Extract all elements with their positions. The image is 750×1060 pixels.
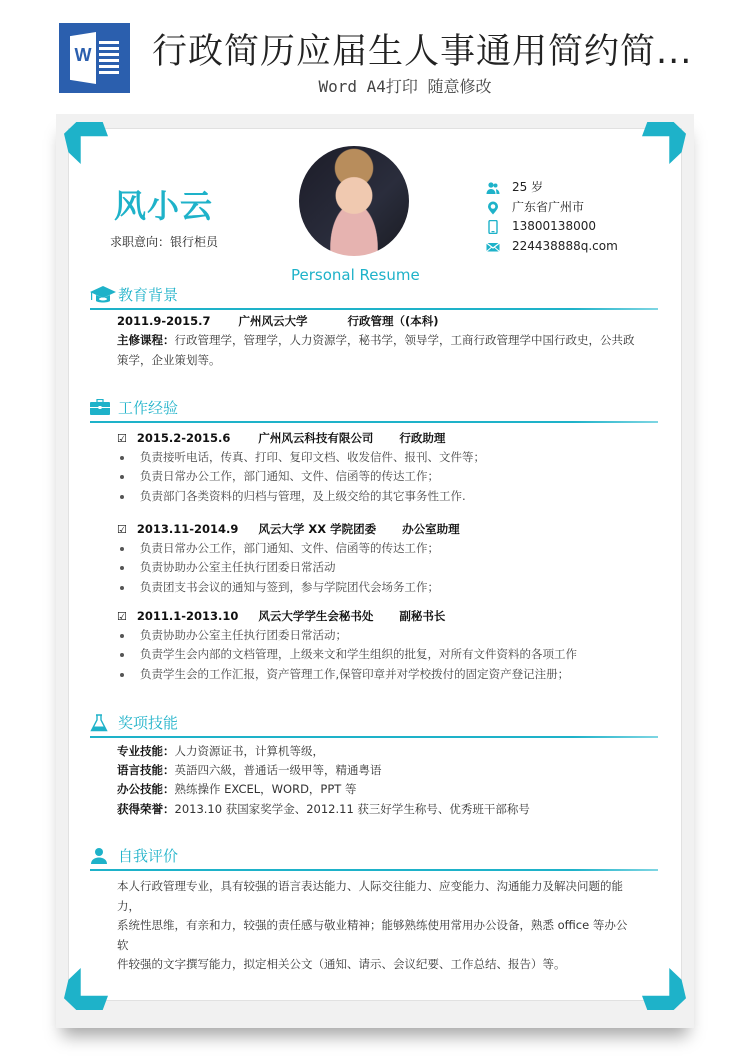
section-divider bbox=[90, 736, 658, 738]
section-self-evaluation: 自我评价 bbox=[90, 845, 658, 867]
checkbox-icon: ☑ bbox=[117, 610, 127, 623]
section-work: 工作经验 bbox=[90, 397, 658, 419]
document-subtitle: Word A4打印 随意修改 bbox=[318, 77, 492, 96]
skill-item: 办公技能：熟练操作 EXCEL，WORD，PPT 等 bbox=[117, 782, 357, 796]
job-duty: 负责学生会的工作汇报，资产管理工作,保管印章并对学校拨付的固定资产登记注册； bbox=[120, 666, 569, 682]
bullet-icon bbox=[120, 475, 124, 479]
skill-item: 专业技能：人力资源证书，计算机等级， bbox=[117, 744, 324, 758]
briefcase-icon bbox=[90, 399, 112, 417]
job-entry-1-header: ☑ 2015.2-2015.6 广州风云科技有限公司 行政助理 bbox=[117, 431, 446, 445]
candidate-name: 风小云 bbox=[114, 187, 214, 225]
skill-item: 语言技能：英語四六級，普通话一级甲等，精通粤语 bbox=[117, 763, 382, 777]
phone-icon bbox=[486, 220, 500, 234]
contact-location: 广东省广州市 bbox=[486, 198, 584, 216]
users-icon bbox=[486, 181, 500, 195]
checkbox-icon: ☑ bbox=[117, 523, 127, 536]
location-pin-icon bbox=[486, 201, 500, 215]
job-duty: 负责日常办公工作，部门通知、文件、信函等的传达工作； bbox=[120, 540, 439, 556]
job-duty: 负责协助办公室主任执行团委日常活动 bbox=[120, 559, 336, 575]
job-intent: 求职意向：银行柜员 bbox=[110, 235, 219, 249]
education-courses-cont: 策学，企业策划等。 bbox=[117, 353, 221, 367]
section-divider bbox=[90, 869, 658, 871]
checkbox-icon: ☑ bbox=[117, 432, 127, 445]
person-icon bbox=[90, 847, 112, 865]
job-duty: 负责团支书会议的通知与签到，参与学院团代会场务工作； bbox=[120, 579, 439, 595]
job-entry-3-header: ☑ 2011.1-2013.10 风云大学学生会秘书处 副秘书长 bbox=[117, 609, 446, 623]
bullet-icon bbox=[120, 673, 124, 677]
bullet-icon bbox=[120, 495, 124, 499]
job-duty: 负责接听电话，传真、打印、复印文档、收发信件、报刊、文件等； bbox=[120, 449, 485, 465]
bullet-icon bbox=[120, 456, 124, 460]
section-divider bbox=[90, 308, 658, 310]
flask-icon bbox=[90, 714, 112, 732]
bullet-icon bbox=[120, 634, 124, 638]
envelope-icon bbox=[486, 240, 500, 254]
graduation-cap-icon bbox=[90, 286, 112, 304]
contact-email: 224438888q.com bbox=[486, 237, 618, 255]
self-evaluation-text: 本人行政管理专业，具有较强的语言表达能力、人际交往能力、应变能力、沟通能力及解决问题的能力， 系统性思维，有亲和力，较强的责任感与敬业精神；能够熟练使用常用办公设备，熟悉 office 等办公软 件较强的文字撰写能力，拟定相关公文（通知、请示、会议纪要、工作总结、报告）等。 bbox=[117, 879, 628, 971]
education-entry: 2011.9-2015.7 广州风云大学 行政管理（(本科) bbox=[117, 314, 439, 328]
section-education: 教育背景 bbox=[90, 284, 658, 306]
bullet-icon bbox=[120, 586, 124, 590]
word-icon: W bbox=[59, 23, 130, 93]
skill-item: 获得荣誉：2013.10 获国家奖学金、2012.11 获三好学生称号、优秀班干部称号 bbox=[117, 802, 530, 816]
job-duty: 负责学生会内部的文档管理，上级来文和学生组织的批复，对所有文件资料的各项工作 bbox=[120, 646, 577, 662]
job-duty: 负责部门各类资料的归档与管理，及上级交给的其它事务性工作. bbox=[120, 488, 466, 504]
bullet-icon bbox=[120, 566, 124, 570]
education-courses: 主修课程：行政管理学，管理学，人力资源学，秘书学，领导学，工商行政管理学中国行政史，公共政 bbox=[117, 333, 635, 347]
personal-resume-label: Personal Resume bbox=[291, 266, 420, 284]
avatar-photo bbox=[299, 146, 409, 256]
section-divider bbox=[90, 421, 658, 423]
bullet-icon bbox=[120, 547, 124, 551]
job-entry-2-header: ☑ 2013.11-2014.9 风云大学 XX 学院团委 办公室助理 bbox=[117, 522, 460, 536]
document-title: 行政简历应届生人事通用简约简... bbox=[152, 32, 693, 72]
contact-age: 25 岁 bbox=[486, 178, 543, 196]
bullet-icon bbox=[120, 653, 124, 657]
preview-banner bbox=[0, 0, 750, 110]
section-skills: 奖项技能 bbox=[90, 712, 658, 734]
contact-phone: 13800138000 bbox=[486, 217, 596, 235]
job-duty: 负责协助办公室主任执行团委日常活动； bbox=[120, 627, 347, 643]
job-duty: 负责日常办公工作，部门通知、文件、信函等的传达工作； bbox=[120, 468, 439, 484]
